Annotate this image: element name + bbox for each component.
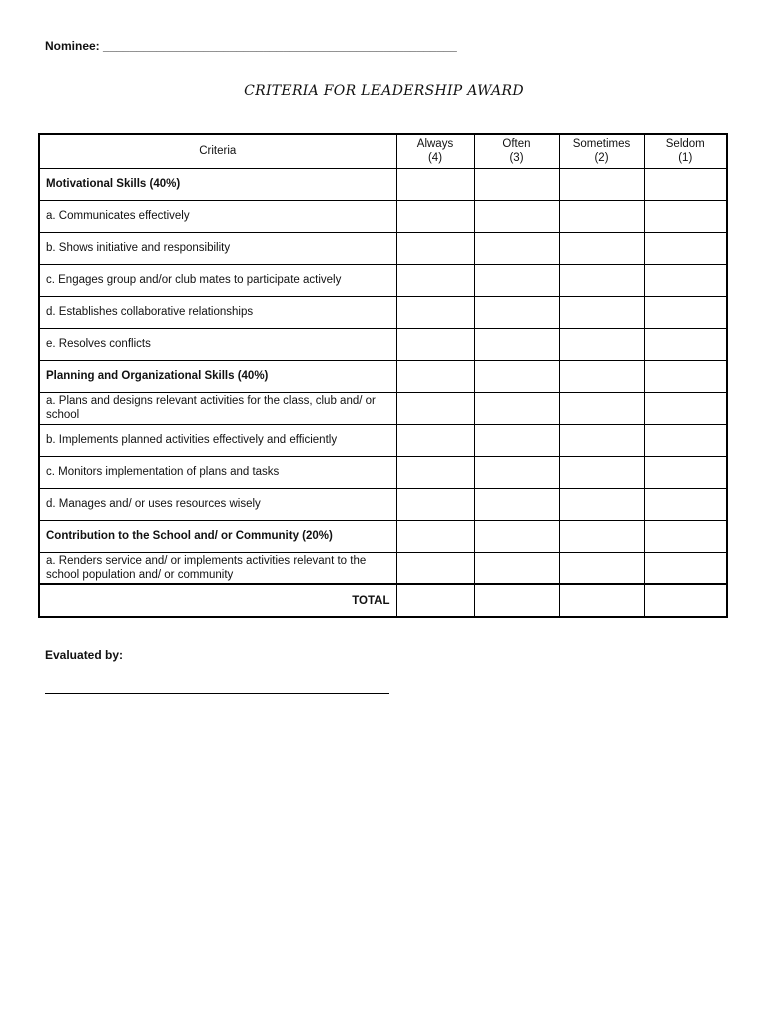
score-cell-sometimes[interactable] — [559, 232, 644, 264]
score-cell-sometimes[interactable] — [559, 200, 644, 232]
score-cell-often[interactable] — [474, 264, 559, 296]
score-cell-always[interactable] — [396, 360, 474, 392]
table-row — [39, 200, 727, 232]
score-cell-sometimes[interactable] — [559, 584, 644, 617]
score-cell-often[interactable] — [474, 200, 559, 232]
score-cell-often[interactable] — [474, 360, 559, 392]
score-cell-always[interactable] — [396, 424, 474, 456]
criterion-label: c. Engages group and/or club mates to participate actively — [39, 264, 396, 296]
score-cell-sometimes[interactable] — [559, 264, 644, 296]
score-cell-often[interactable] — [474, 584, 559, 617]
score-cell-often[interactable] — [474, 296, 559, 328]
score-cell-seldom[interactable] — [644, 552, 727, 584]
evaluator-signature-line[interactable] — [45, 693, 389, 694]
criterion-label: a. Plans and designs relevant activities for the class, club and/ or school — [39, 392, 396, 424]
score-cell-often[interactable] — [474, 552, 559, 584]
score-cell-often[interactable] — [474, 488, 559, 520]
score-cell-always[interactable] — [396, 488, 474, 520]
score-cell-sometimes[interactable] — [559, 520, 644, 552]
score-cell-seldom[interactable] — [644, 520, 727, 552]
table-row — [39, 392, 727, 424]
table-row — [39, 264, 727, 296]
header-sometimes — [559, 134, 644, 168]
nominee-label: Nominee: — [45, 39, 100, 53]
header-always — [396, 134, 474, 168]
page-title: CRITERIA FOR LEADERSHIP AWARD — [244, 83, 524, 99]
criterion-label: e. Resolves conflicts — [39, 328, 396, 360]
score-cell-seldom[interactable] — [644, 328, 727, 360]
score-cell-seldom[interactable] — [644, 424, 727, 456]
table-row — [39, 424, 727, 456]
criteria-body — [39, 168, 727, 584]
score-cell-seldom[interactable] — [644, 264, 727, 296]
score-cell-sometimes[interactable] — [559, 488, 644, 520]
score-cell-always[interactable] — [396, 584, 474, 617]
score-cell-always[interactable] — [396, 232, 474, 264]
criterion-label: b. Implements planned activities effectively and efficiently — [39, 424, 396, 456]
header-sometimes-value: (2) — [594, 152, 609, 165]
criterion-label: a. Renders service and/ or implements activities relevant to the school population and/ or community — [39, 552, 396, 584]
evaluated-by-label: Evaluated by: — [45, 648, 124, 662]
score-cell-sometimes[interactable] — [559, 552, 644, 584]
section-heading: Motivational Skills (40%) — [39, 168, 396, 200]
table-row — [39, 328, 727, 360]
score-cell-always[interactable] — [396, 552, 474, 584]
nominee-field — [45, 39, 457, 53]
score-cell-often[interactable] — [474, 456, 559, 488]
score-cell-sometimes[interactable] — [559, 456, 644, 488]
total-label: TOTAL — [39, 584, 396, 617]
header-often-label: Often — [502, 138, 531, 151]
score-cell-always[interactable] — [396, 520, 474, 552]
section-heading: Planning and Organizational Skills (40%) — [39, 360, 396, 392]
criteria-table — [38, 133, 728, 618]
table-row — [39, 296, 727, 328]
table-row — [39, 456, 727, 488]
score-cell-always[interactable] — [396, 392, 474, 424]
header-criteria: Criteria — [39, 134, 396, 168]
score-cell-often[interactable] — [474, 392, 559, 424]
criterion-label: c. Monitors implementation of plans and tasks — [39, 456, 396, 488]
header-often-value: (3) — [509, 152, 524, 165]
score-cell-sometimes[interactable] — [559, 328, 644, 360]
score-cell-seldom[interactable] — [644, 232, 727, 264]
table-row — [39, 232, 727, 264]
header-sometimes-label: Sometimes — [572, 138, 631, 151]
header-seldom — [644, 134, 727, 168]
score-cell-often[interactable] — [474, 232, 559, 264]
criterion-label: b. Shows initiative and responsibility — [39, 232, 396, 264]
score-cell-seldom[interactable] — [644, 168, 727, 200]
score-cell-always[interactable] — [396, 200, 474, 232]
score-cell-always[interactable] — [396, 168, 474, 200]
score-cell-seldom[interactable] — [644, 392, 727, 424]
score-cell-sometimes[interactable] — [559, 392, 644, 424]
total-row — [39, 584, 727, 617]
criterion-label: d. Manages and/ or uses resources wisely — [39, 488, 396, 520]
score-cell-seldom[interactable] — [644, 584, 727, 617]
header-seldom-label: Seldom — [665, 138, 705, 151]
table-row — [39, 520, 727, 552]
table-row — [39, 360, 727, 392]
score-cell-often[interactable] — [474, 424, 559, 456]
criterion-label: a. Communicates effectively — [39, 200, 396, 232]
table-row — [39, 488, 727, 520]
nominee-blank-line[interactable]: _____________________________________________________ — [103, 39, 457, 53]
score-cell-seldom[interactable] — [644, 488, 727, 520]
header-often — [474, 134, 559, 168]
score-cell-sometimes[interactable] — [559, 360, 644, 392]
score-cell-always[interactable] — [396, 456, 474, 488]
header-always-label: Always — [416, 138, 454, 151]
table-row — [39, 168, 727, 200]
header-seldom-value: (1) — [678, 152, 693, 165]
score-cell-always[interactable] — [396, 296, 474, 328]
score-cell-seldom[interactable] — [644, 456, 727, 488]
score-cell-always[interactable] — [396, 328, 474, 360]
header-always-value: (4) — [427, 152, 443, 165]
score-cell-sometimes[interactable] — [559, 424, 644, 456]
score-cell-seldom[interactable] — [644, 200, 727, 232]
criterion-label: d. Establishes collaborative relationships — [39, 296, 396, 328]
score-cell-always[interactable] — [396, 264, 474, 296]
score-cell-often[interactable] — [474, 520, 559, 552]
score-cell-often[interactable] — [474, 168, 559, 200]
section-heading: Contribution to the School and/ or Community (20%) — [39, 520, 396, 552]
score-cell-seldom[interactable] — [644, 360, 727, 392]
score-cell-sometimes[interactable] — [559, 168, 644, 200]
score-cell-seldom[interactable] — [644, 296, 727, 328]
score-cell-sometimes[interactable] — [559, 296, 644, 328]
score-cell-often[interactable] — [474, 328, 559, 360]
table-row — [39, 552, 727, 584]
table-header-row — [39, 134, 727, 168]
